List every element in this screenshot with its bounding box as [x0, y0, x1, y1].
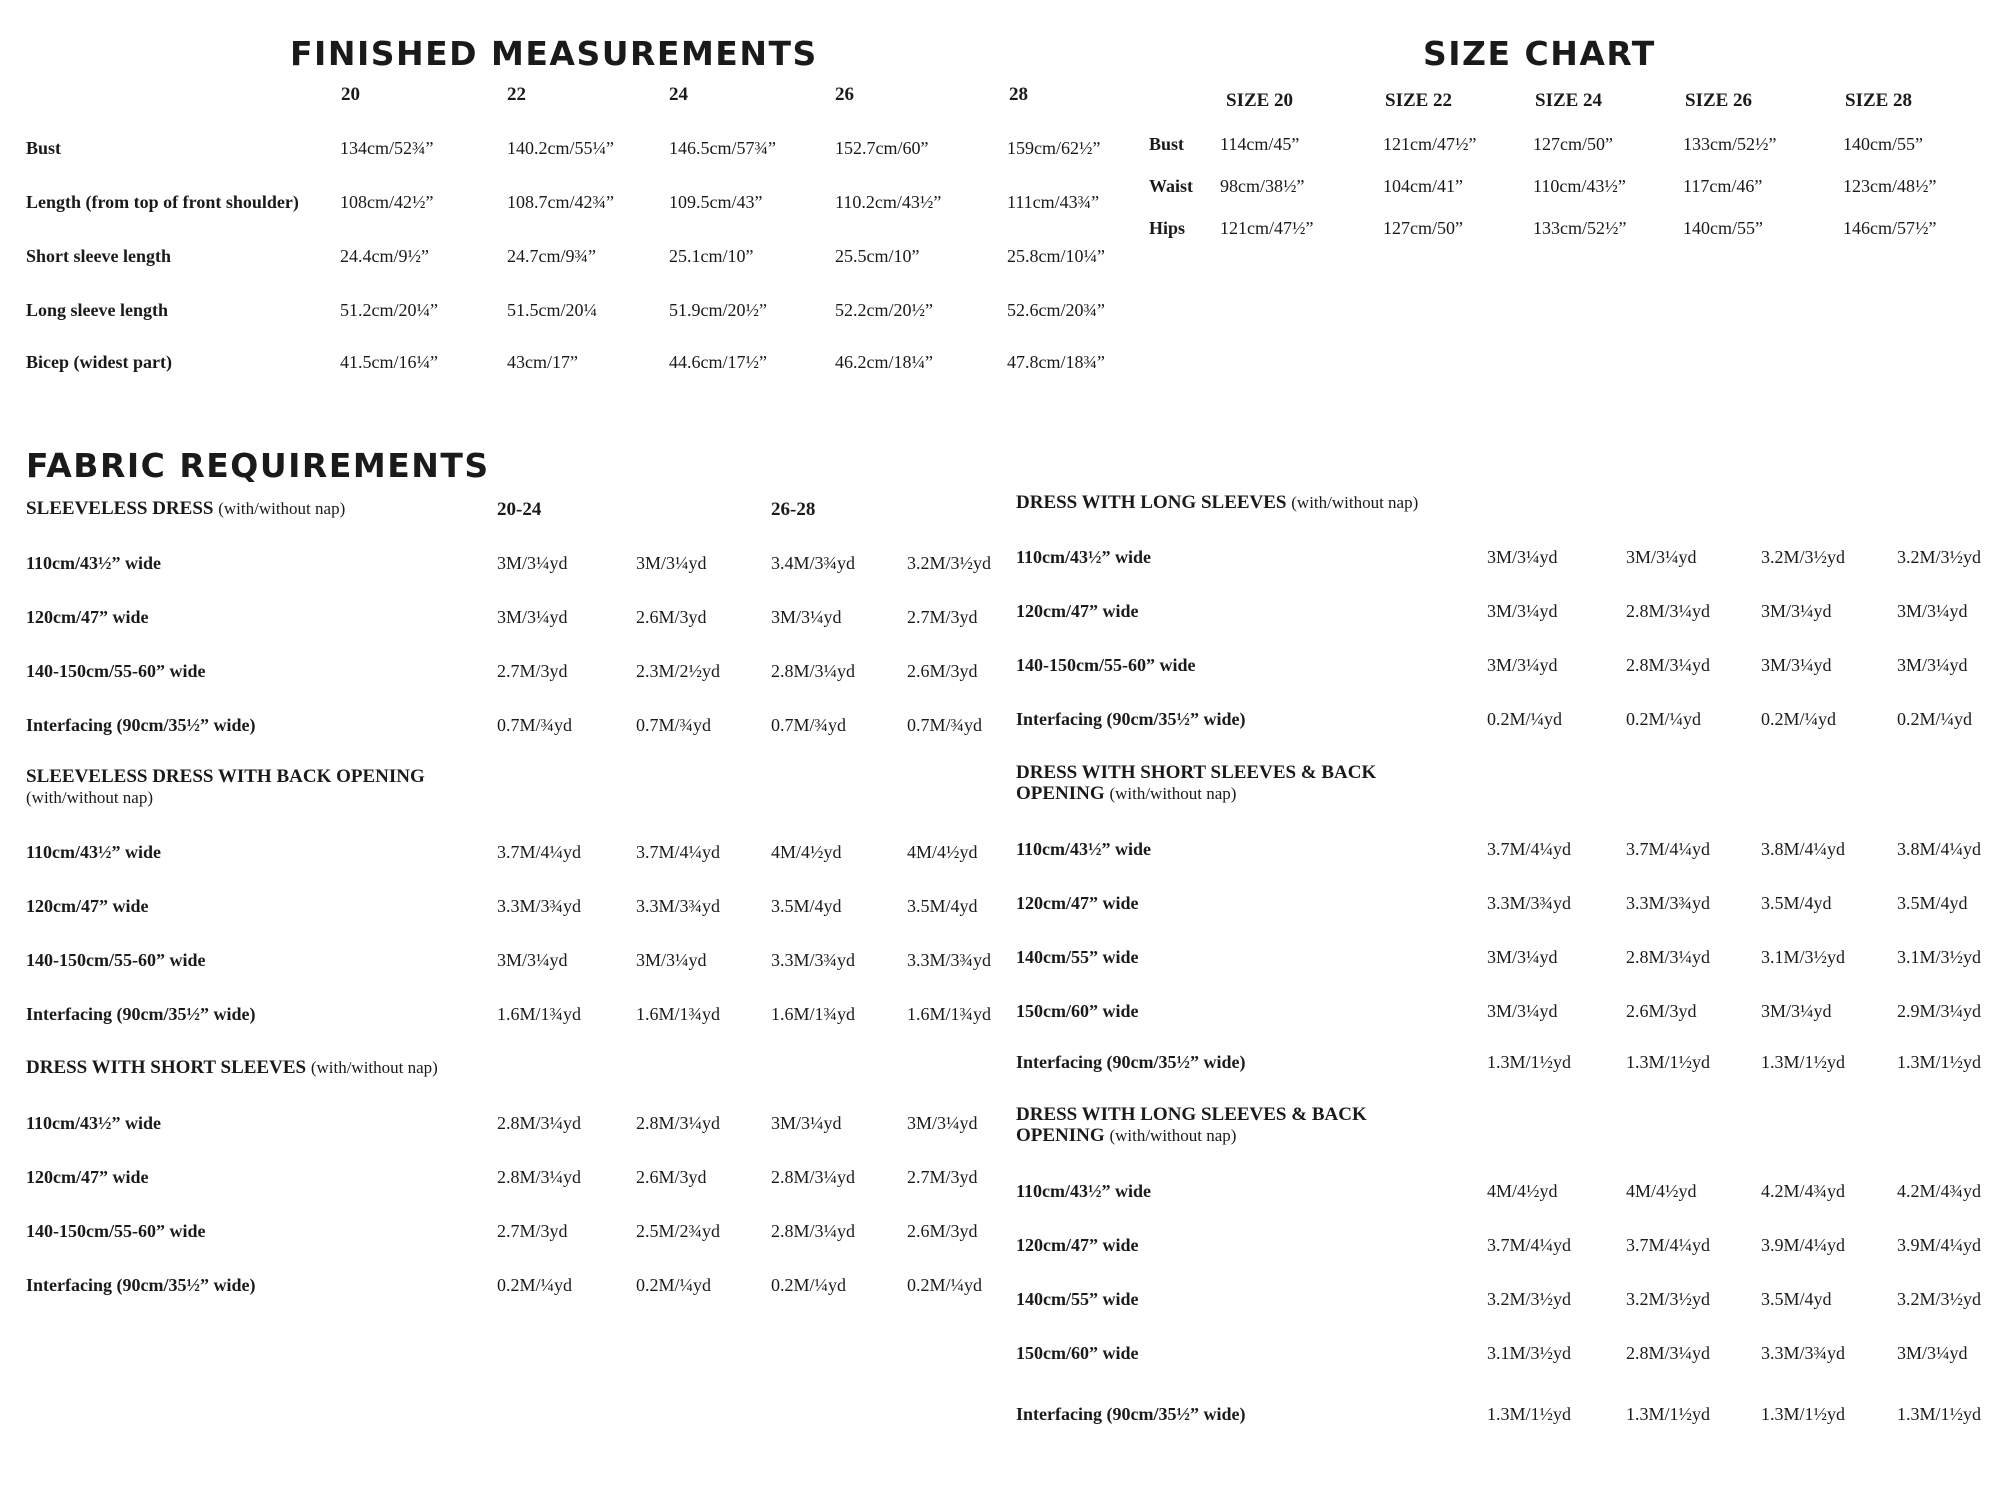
- table-cell: 0.7M/¾yd: [636, 715, 712, 735]
- table-cell: 3.3M/3¾yd: [907, 950, 992, 970]
- row-label: 120cm/47” wide: [1016, 1235, 1139, 1255]
- size-range-header: 20-24: [497, 499, 542, 520]
- table-cell: 3M/3¼yd: [497, 607, 568, 627]
- finished-measurements-title: FINISHED MEASUREMENTS: [290, 34, 818, 73]
- table-cell: 51.9cm/20½”: [669, 300, 767, 320]
- table-cell: 2.6M/3yd: [907, 661, 978, 681]
- table-cell: 3.3M/3¾yd: [497, 896, 582, 916]
- section-title: DRESS WITH SHORT SLEEVES: [26, 1057, 307, 1078]
- section-title: DRESS WITH SHORT SLEEVES & BACK: [1016, 762, 1377, 783]
- section-title-continued: OPENING: [1016, 783, 1105, 804]
- table-cell: 3M/3¼yd: [1761, 1001, 1832, 1021]
- table-cell: 2.7M/3yd: [497, 661, 568, 681]
- row-label: 140-150cm/55-60” wide: [26, 661, 206, 681]
- table-cell: 3M/3¼yd: [1626, 547, 1697, 567]
- table-cell: 25.8cm/10¼”: [1007, 246, 1105, 266]
- table-cell: 98cm/38½”: [1220, 176, 1305, 196]
- table-cell: 3.8M/4¼yd: [1761, 839, 1846, 859]
- table-cell: 110.2cm/43½”: [835, 192, 942, 212]
- table-cell: 25.1cm/10”: [669, 246, 754, 266]
- table-cell: 4M/4½yd: [771, 842, 842, 862]
- table-cell: 52.6cm/20¾”: [1007, 300, 1105, 320]
- table-cell: 4M/4½yd: [907, 842, 978, 862]
- row-label: Interfacing (90cm/35½” wide): [1016, 1052, 1246, 1072]
- table-cell: 3.4M/3¾yd: [771, 553, 856, 573]
- table-cell: 4.2M/4¾yd: [1897, 1181, 1982, 1201]
- table-cell: 1.3M/1½yd: [1761, 1052, 1846, 1072]
- row-label: Short sleeve length: [26, 246, 171, 266]
- table-cell: 3M/3¼yd: [1487, 947, 1558, 967]
- table-cell: 134cm/52¾”: [340, 138, 434, 158]
- table-cell: 3.3M/3¾yd: [771, 950, 856, 970]
- table-cell: 3.2M/3½yd: [1897, 547, 1982, 567]
- table-cell: 3M/3¼yd: [1487, 1001, 1558, 1021]
- row-label: 120cm/47” wide: [1016, 893, 1139, 913]
- table-cell: 2.6M/3yd: [636, 1167, 707, 1187]
- table-cell: 121cm/47½”: [1220, 218, 1314, 238]
- table-cell: 2.3M/2½yd: [636, 661, 721, 681]
- section-subtitle: (with/without nap): [218, 499, 346, 518]
- row-label: 120cm/47” wide: [26, 1167, 149, 1187]
- table-cell: 2.8M/3¼yd: [1626, 601, 1711, 621]
- table-cell: 3.1M/3½yd: [1487, 1343, 1572, 1363]
- section-heading: [1016, 492, 1418, 513]
- table-cell: 0.2M/¼yd: [1761, 709, 1837, 729]
- section-subtitle: (with/without nap): [1291, 493, 1419, 512]
- table-cell: 1.3M/1½yd: [1626, 1404, 1711, 1424]
- row-label: 110cm/43½” wide: [1016, 1181, 1151, 1201]
- section-title: DRESS WITH LONG SLEEVES: [1016, 492, 1287, 513]
- table-cell: 3.9M/4¼yd: [1897, 1235, 1982, 1255]
- table-cell: 3M/3¼yd: [1487, 655, 1558, 675]
- size-header: 20: [341, 84, 360, 105]
- table-cell: 24.4cm/9½”: [340, 246, 429, 266]
- section-heading: [26, 1057, 438, 1078]
- table-cell: 140cm/55”: [1683, 218, 1763, 238]
- row-label: 150cm/60” wide: [1016, 1001, 1139, 1021]
- table-cell: 127cm/50”: [1383, 218, 1463, 238]
- size-header: SIZE 26: [1685, 90, 1753, 111]
- table-cell: 127cm/50”: [1533, 134, 1613, 154]
- table-cell: 3.2M/3½yd: [907, 553, 992, 573]
- table-cell: 1.3M/1½yd: [1897, 1404, 1982, 1424]
- table-cell: 3.3M/3¾yd: [1761, 1343, 1846, 1363]
- row-label: 110cm/43½” wide: [26, 1113, 161, 1133]
- section-title: SLEEVELESS DRESS: [26, 498, 214, 519]
- table-cell: 4M/4½yd: [1487, 1181, 1558, 1201]
- row-label: 140-150cm/55-60” wide: [26, 1221, 206, 1241]
- table-cell: 2.8M/3¼yd: [497, 1167, 582, 1187]
- table-cell: 111cm/43¾”: [1007, 192, 1100, 212]
- size-header: SIZE 28: [1845, 90, 1913, 111]
- table-cell: 51.2cm/20¼”: [340, 300, 438, 320]
- table-cell: 2.6M/3yd: [907, 1221, 978, 1241]
- row-label: Bicep (widest part): [26, 352, 172, 372]
- table-cell: 117cm/46”: [1683, 176, 1763, 196]
- row-label: 140-150cm/55-60” wide: [1016, 655, 1196, 675]
- table-cell: 0.2M/¼yd: [636, 1275, 712, 1295]
- table-cell: 0.2M/¼yd: [497, 1275, 573, 1295]
- table-cell: 3M/3¼yd: [1897, 601, 1968, 621]
- table-cell: 4M/4½yd: [1626, 1181, 1697, 1201]
- table-cell: 0.7M/¾yd: [907, 715, 983, 735]
- table-cell: 3.7M/4¼yd: [497, 842, 582, 862]
- table-cell: 3.5M/4yd: [1761, 1289, 1832, 1309]
- table-cell: 3.3M/3¾yd: [1487, 893, 1572, 913]
- table-cell: 159cm/62½”: [1007, 138, 1101, 158]
- table-cell: 25.5cm/10”: [835, 246, 920, 266]
- table-cell: 108cm/42½”: [340, 192, 434, 212]
- table-cell: 2.7M/3yd: [497, 1221, 568, 1241]
- table-cell: 2.9M/3¼yd: [1897, 1001, 1982, 1021]
- table-cell: 3M/3¼yd: [1897, 1343, 1968, 1363]
- table-cell: 3M/3¼yd: [1487, 547, 1558, 567]
- table-cell: 146cm/57½”: [1843, 218, 1937, 238]
- row-label: 120cm/47” wide: [1016, 601, 1139, 621]
- table-cell: 3.5M/4yd: [907, 896, 978, 916]
- table-cell: 3.1M/3½yd: [1761, 947, 1846, 967]
- row-label: Waist: [1149, 176, 1194, 196]
- table-cell: 3.5M/4yd: [1897, 893, 1968, 913]
- table-cell: 3.2M/3½yd: [1487, 1289, 1572, 1309]
- table-cell: 2.8M/3¼yd: [1626, 1343, 1711, 1363]
- table-cell: 3M/3¼yd: [771, 1113, 842, 1133]
- table-cell: 1.3M/1½yd: [1897, 1052, 1982, 1072]
- size-chart-title: SIZE CHART: [1423, 34, 1656, 73]
- row-label: 110cm/43½” wide: [26, 553, 161, 573]
- table-cell: 51.5cm/20¼: [507, 300, 597, 320]
- table-cell: 1.6M/1¾yd: [497, 1004, 582, 1024]
- table-cell: 3M/3¼yd: [1761, 655, 1832, 675]
- row-label: Long sleeve length: [26, 300, 168, 320]
- row-label: Interfacing (90cm/35½” wide): [1016, 709, 1246, 729]
- size-header: SIZE 24: [1535, 90, 1603, 111]
- table-cell: 1.6M/1¾yd: [636, 1004, 721, 1024]
- row-label: 140cm/55” wide: [1016, 1289, 1139, 1309]
- table-cell: 3M/3¼yd: [1897, 655, 1968, 675]
- table-cell: 4.2M/4¾yd: [1761, 1181, 1846, 1201]
- table-cell: 3.7M/4¼yd: [1487, 1235, 1572, 1255]
- table-cell: 46.2cm/18¼”: [835, 352, 933, 372]
- table-cell: 104cm/41”: [1383, 176, 1463, 196]
- section-subtitle: (with/without nap): [310, 1058, 438, 1077]
- table-cell: 140cm/55”: [1843, 134, 1923, 154]
- table-cell: 3M/3¼yd: [497, 950, 568, 970]
- table-cell: 0.2M/¼yd: [1487, 709, 1563, 729]
- table-cell: 2.8M/3¼yd: [1626, 947, 1711, 967]
- table-cell: 3.7M/4¼yd: [1626, 839, 1711, 859]
- table-cell: 3.5M/4yd: [1761, 893, 1832, 913]
- table-cell: 3M/3¼yd: [1487, 601, 1558, 621]
- table-cell: 3.5M/4yd: [771, 896, 842, 916]
- section-heading: [26, 766, 425, 808]
- section-title-continued: OPENING: [1016, 1125, 1105, 1146]
- size-header: 24: [669, 84, 688, 105]
- row-label: Bust: [1149, 134, 1185, 154]
- size-header: SIZE 20: [1226, 90, 1294, 111]
- table-cell: 1.3M/1½yd: [1487, 1052, 1572, 1072]
- table-cell: 2.7M/3yd: [907, 607, 978, 627]
- table-cell: 0.7M/¾yd: [771, 715, 847, 735]
- row-label: Length (from top of front shoulder): [26, 192, 299, 212]
- table-cell: 133cm/52½”: [1683, 134, 1777, 154]
- table-cell: 2.8M/3¼yd: [636, 1113, 721, 1133]
- section-title: SLEEVELESS DRESS WITH BACK OPENING: [26, 766, 425, 787]
- section-subtitle: (with/without nap): [26, 788, 154, 807]
- table-cell: 0.2M/¼yd: [1897, 709, 1973, 729]
- table-cell: 0.2M/¼yd: [771, 1275, 847, 1295]
- table-cell: 3M/3¼yd: [636, 950, 707, 970]
- table-cell: 0.2M/¼yd: [907, 1275, 983, 1295]
- table-cell: 3.7M/4¼yd: [636, 842, 721, 862]
- table-cell: 3M/3¼yd: [636, 553, 707, 573]
- section-heading: [1016, 1104, 1367, 1146]
- row-label: Bust: [26, 138, 62, 158]
- table-cell: 44.6cm/17½”: [669, 352, 767, 372]
- table-cell: 0.2M/¼yd: [1626, 709, 1702, 729]
- table-cell: 3M/3¼yd: [771, 607, 842, 627]
- table-cell: 3.7M/4¼yd: [1626, 1235, 1711, 1255]
- table-cell: 2.5M/2¾yd: [636, 1221, 721, 1241]
- row-label: Interfacing (90cm/35½” wide): [26, 1004, 256, 1024]
- row-label: 140-150cm/55-60” wide: [26, 950, 206, 970]
- size-header: 22: [507, 84, 526, 105]
- table-cell: 24.7cm/9¾”: [507, 246, 596, 266]
- table-cell: 47.8cm/18¾”: [1007, 352, 1105, 372]
- table-cell: 3M/3¼yd: [907, 1113, 978, 1133]
- table-cell: 1.6M/1¾yd: [771, 1004, 856, 1024]
- table-cell: 2.8M/3¼yd: [1626, 655, 1711, 675]
- table-cell: 140.2cm/55¼”: [507, 138, 614, 158]
- row-label: Hips: [1149, 218, 1186, 238]
- table-cell: 3.1M/3½yd: [1897, 947, 1982, 967]
- table-cell: 2.6M/3yd: [1626, 1001, 1697, 1021]
- table-cell: 3M/3¼yd: [1761, 601, 1832, 621]
- table-cell: 2.8M/3¼yd: [497, 1113, 582, 1133]
- table-cell: 3M/3¼yd: [497, 553, 568, 573]
- section-subtitle: (with/without nap): [1109, 784, 1237, 803]
- fabric-requirements-title: FABRIC REQUIREMENTS: [26, 446, 490, 485]
- table-cell: 1.3M/1½yd: [1487, 1404, 1572, 1424]
- table-cell: 1.3M/1½yd: [1626, 1052, 1711, 1072]
- row-label: 140cm/55” wide: [1016, 947, 1139, 967]
- table-cell: 0.7M/¾yd: [497, 715, 573, 735]
- size-header: 28: [1009, 84, 1028, 105]
- table-cell: 146.5cm/57¾”: [669, 138, 776, 158]
- table-cell: 3.8M/4¼yd: [1897, 839, 1982, 859]
- table-cell: 110cm/43½”: [1533, 176, 1626, 196]
- table-cell: 3.2M/3½yd: [1761, 547, 1846, 567]
- table-cell: 3.3M/3¾yd: [1626, 893, 1711, 913]
- row-label: 110cm/43½” wide: [1016, 547, 1151, 567]
- table-cell: 114cm/45”: [1220, 134, 1300, 154]
- table-cell: 108.7cm/42¾”: [507, 192, 614, 212]
- section-heading: [26, 498, 345, 519]
- row-label: 120cm/47” wide: [26, 607, 149, 627]
- size-header: SIZE 22: [1385, 90, 1453, 111]
- row-label: 150cm/60” wide: [1016, 1343, 1139, 1363]
- table-cell: 3.9M/4¼yd: [1761, 1235, 1846, 1255]
- table-cell: 152.7cm/60”: [835, 138, 929, 158]
- table-cell: 2.8M/3¼yd: [771, 1221, 856, 1241]
- table-cell: 2.8M/3¼yd: [771, 661, 856, 681]
- size-range-header: 26-28: [771, 499, 816, 520]
- table-cell: 121cm/47½”: [1383, 134, 1477, 154]
- table-cell: 3.7M/4¼yd: [1487, 839, 1572, 859]
- table-cell: 3.2M/3½yd: [1626, 1289, 1711, 1309]
- section-subtitle: (with/without nap): [1109, 1126, 1237, 1145]
- row-label: Interfacing (90cm/35½” wide): [26, 1275, 256, 1295]
- table-cell: 52.2cm/20½”: [835, 300, 933, 320]
- table-cell: 2.6M/3yd: [636, 607, 707, 627]
- table-cell: 2.8M/3¼yd: [771, 1167, 856, 1187]
- table-cell: 43cm/17”: [507, 352, 578, 372]
- table-cell: 1.3M/1½yd: [1761, 1404, 1846, 1424]
- table-cell: 133cm/52½”: [1533, 218, 1627, 238]
- row-label: Interfacing (90cm/35½” wide): [26, 715, 256, 735]
- section-heading: [1016, 762, 1376, 804]
- table-cell: 1.6M/1¾yd: [907, 1004, 992, 1024]
- row-label: Interfacing (90cm/35½” wide): [1016, 1404, 1246, 1424]
- section-title: DRESS WITH LONG SLEEVES & BACK: [1016, 1104, 1367, 1125]
- table-cell: 3.2M/3½yd: [1897, 1289, 1982, 1309]
- table-cell: 2.7M/3yd: [907, 1167, 978, 1187]
- table-cell: 3.3M/3¾yd: [636, 896, 721, 916]
- table-cell: 109.5cm/43”: [669, 192, 763, 212]
- row-label: 110cm/43½” wide: [26, 842, 161, 862]
- table-cell: 41.5cm/16¼”: [340, 352, 438, 372]
- row-label: 120cm/47” wide: [26, 896, 149, 916]
- size-header: 26: [835, 84, 854, 105]
- row-label: 110cm/43½” wide: [1016, 839, 1151, 859]
- table-cell: 123cm/48½”: [1843, 176, 1937, 196]
